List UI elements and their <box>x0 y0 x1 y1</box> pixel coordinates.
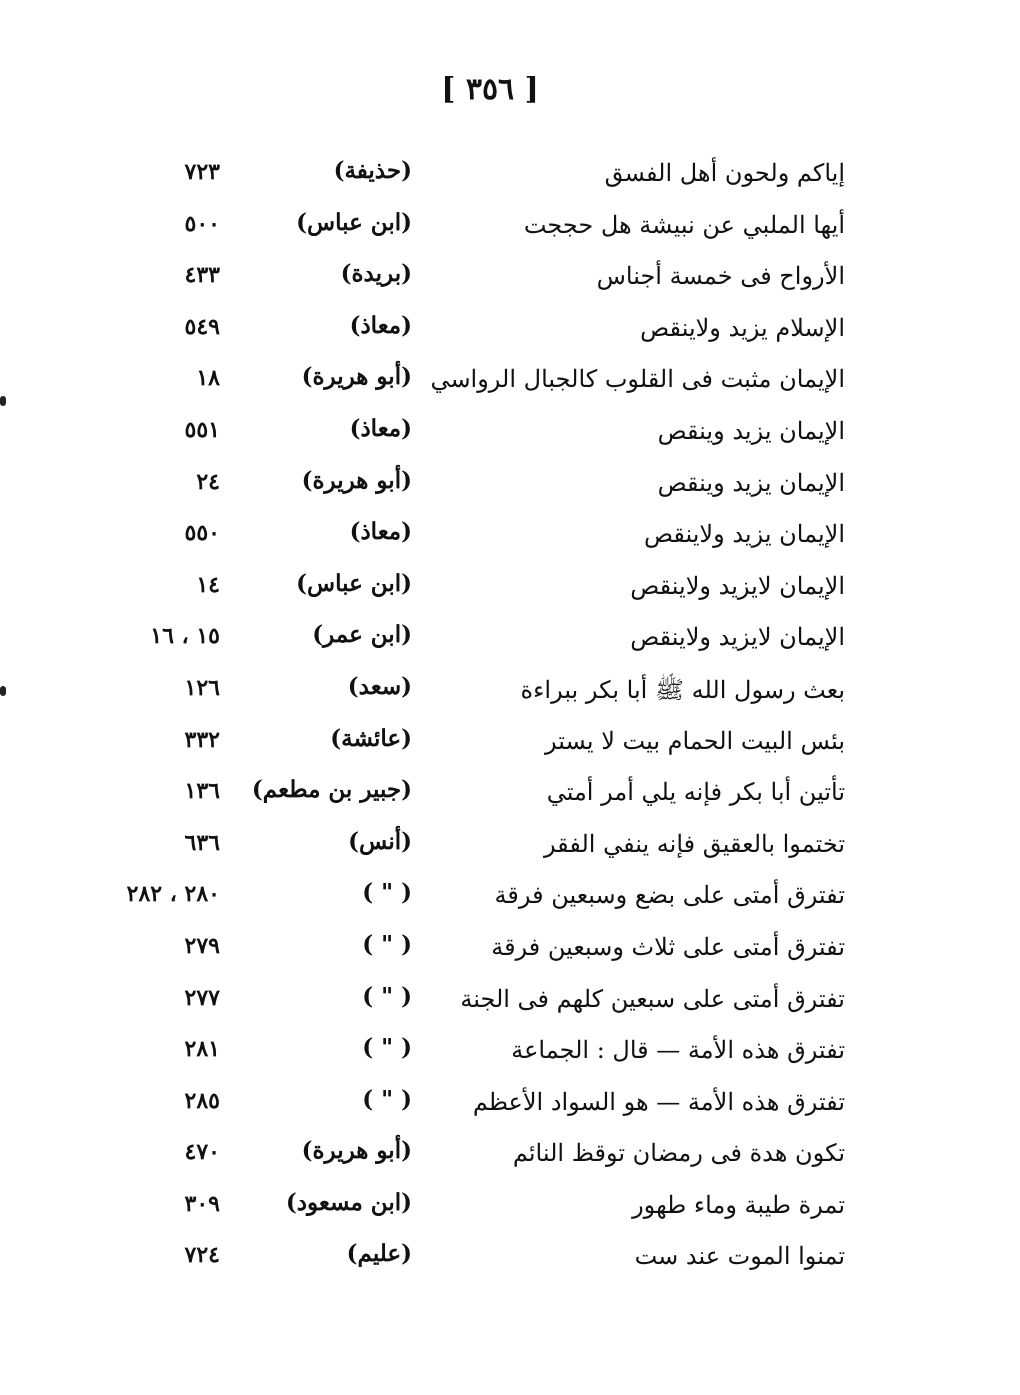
hadith-text: تمنوا الموت عند ست <box>634 1242 845 1271</box>
index-entry <box>0 413 1020 465</box>
index-entry <box>0 774 1020 826</box>
index-entry <box>0 516 1020 568</box>
reference-number: ٤٣٣ <box>184 262 220 289</box>
hadith-text: الإيمان مثبت فى القلوب كالجبال الرواسي <box>430 365 845 394</box>
hadith-text: بئس البيت الحمام بيت لا يستر <box>545 726 845 755</box>
reference-number: ٥٠٠ <box>184 210 220 237</box>
index-entry <box>0 465 1020 517</box>
narrator: ( " ) <box>362 1034 412 1062</box>
narrator: (حذيفة) <box>333 157 412 184</box>
hadith-text: الإيمان يزيد وينقص <box>657 416 845 445</box>
reference-number: ٥٥٠ <box>184 520 220 547</box>
hadith-text: الإيمان يزيد وينقص <box>657 468 845 497</box>
index-entry <box>0 826 1020 878</box>
index-entry <box>0 723 1020 775</box>
narrator: (أبو هريرة) <box>301 1137 412 1165</box>
index-entry <box>0 619 1020 671</box>
hadith-text: إياكم ولحون أهل الفسق <box>604 159 845 187</box>
reference-number: ٣٣٢ <box>184 726 220 753</box>
index-entry <box>0 671 1020 723</box>
index-entry <box>0 361 1020 413</box>
narrator: (عائشة) <box>330 724 412 752</box>
hadith-text: الإيمان لايزيد ولاينقص <box>630 571 845 600</box>
narrator: ( " ) <box>362 879 412 907</box>
hadith-text: تفترق هذه الأمة — هو السواد الأعظم <box>472 1087 845 1116</box>
index-entry <box>0 877 1020 929</box>
hadith-text: تكون هدة فى رمضان توقظ النائم <box>512 1139 845 1168</box>
index-entry <box>0 981 1020 1033</box>
narrator: (جبير بن مطعم) <box>251 776 412 804</box>
index-entry <box>0 1187 1020 1239</box>
hadith-text: تفترق هذه الأمة — قال : الجماعة <box>511 1036 845 1065</box>
hadith-text: تفترق أمتى على ثلاث وسبعين فرقة <box>491 932 845 961</box>
narrator: (أنس) <box>348 827 412 855</box>
narrator: (ابن عباس) <box>296 208 412 236</box>
reference-number: ١٢٦ <box>184 674 220 701</box>
index-entry <box>0 1084 1020 1136</box>
reference-number: ٢٧٩ <box>184 932 220 959</box>
reference-number: ٢٧٧ <box>184 984 220 1011</box>
index-entry <box>0 929 1020 981</box>
hadith-text: تفترق أمتى على سبعين كلهم فى الجنة <box>460 984 845 1013</box>
reference-number: ١٣٦ <box>184 778 220 805</box>
reference-number: ٢٨١ <box>184 1036 220 1063</box>
narrator: (ابن عباس) <box>296 569 412 597</box>
reference-number: ١٨ <box>196 365 220 392</box>
narrator: (معاذ) <box>349 311 412 339</box>
reference-number: ١٤ <box>196 571 220 598</box>
narrator: (أبو هريرة) <box>301 363 412 391</box>
narrator: ( " ) <box>362 982 412 1010</box>
index-entry <box>0 1238 1020 1290</box>
narrator: (ابن عمر) <box>312 621 412 649</box>
index-entry <box>0 207 1020 259</box>
index-entry <box>0 258 1020 310</box>
hadith-text: تفترق أمتى على بضع وسبعين فرقة <box>494 881 845 910</box>
reference-number: ٢٨٥ <box>184 1087 220 1114</box>
index-entry <box>0 155 1020 207</box>
narrator: (أبو هريرة) <box>301 466 412 494</box>
hadith-text: بعث رسول الله ﷺ أبا بكر ببراءة <box>520 675 845 704</box>
narrator: (ابن مسعود) <box>285 1188 412 1216</box>
page-number: [ ٣٥٦ ] <box>441 72 539 107</box>
index-entry <box>0 568 1020 620</box>
narrator: (معاذ) <box>349 414 412 442</box>
index-entry <box>0 1032 1020 1084</box>
reference-number: ٤٧٠ <box>184 1139 220 1166</box>
index-entry <box>0 310 1020 362</box>
reference-number: ٦٣٦ <box>184 829 220 856</box>
hadith-text: تمرة طيبة وماء طهور <box>632 1190 845 1219</box>
narrator: (عليم) <box>346 1240 412 1268</box>
narrator: (سعد) <box>347 672 412 700</box>
hadith-index-list <box>0 155 1020 1290</box>
reference-number: ٢٤ <box>196 468 220 495</box>
hadith-text: الإيمان يزيد ولاينقص <box>643 520 845 549</box>
reference-number: ٥٤٩ <box>184 313 220 340</box>
narrator: (بريدة) <box>340 260 412 288</box>
narrator: ( " ) <box>362 930 412 958</box>
reference-number: ٢٨٠ ، ٢٨٢ <box>126 881 220 908</box>
reference-number: ٧٢٣ <box>184 159 220 185</box>
reference-number: ٣٠٩ <box>184 1190 220 1217</box>
reference-number: ٥٥١ <box>184 416 220 443</box>
hadith-text: تختموا بالعقيق فإنه ينفي الفقر <box>543 829 845 858</box>
index-entry <box>0 1135 1020 1187</box>
narrator: ( " ) <box>362 1085 412 1113</box>
reference-number: ١٥ ، ١٦ <box>150 623 220 650</box>
hadith-text: الإسلام يزيد ولاينقص <box>640 313 845 342</box>
hadith-text: أيها الملبي عن نبيشة هل حججت <box>523 210 845 239</box>
hadith-text: الإيمان لايزيد ولاينقص <box>630 623 845 652</box>
hadith-text: تأتين أبا بكر فإنه يلي أمر أمتي <box>546 778 845 807</box>
narrator: (معاذ) <box>349 518 412 546</box>
hadith-text: الأرواح فى خمسة أجناس <box>596 262 845 291</box>
reference-number: ٧٢٤ <box>184 1242 220 1269</box>
